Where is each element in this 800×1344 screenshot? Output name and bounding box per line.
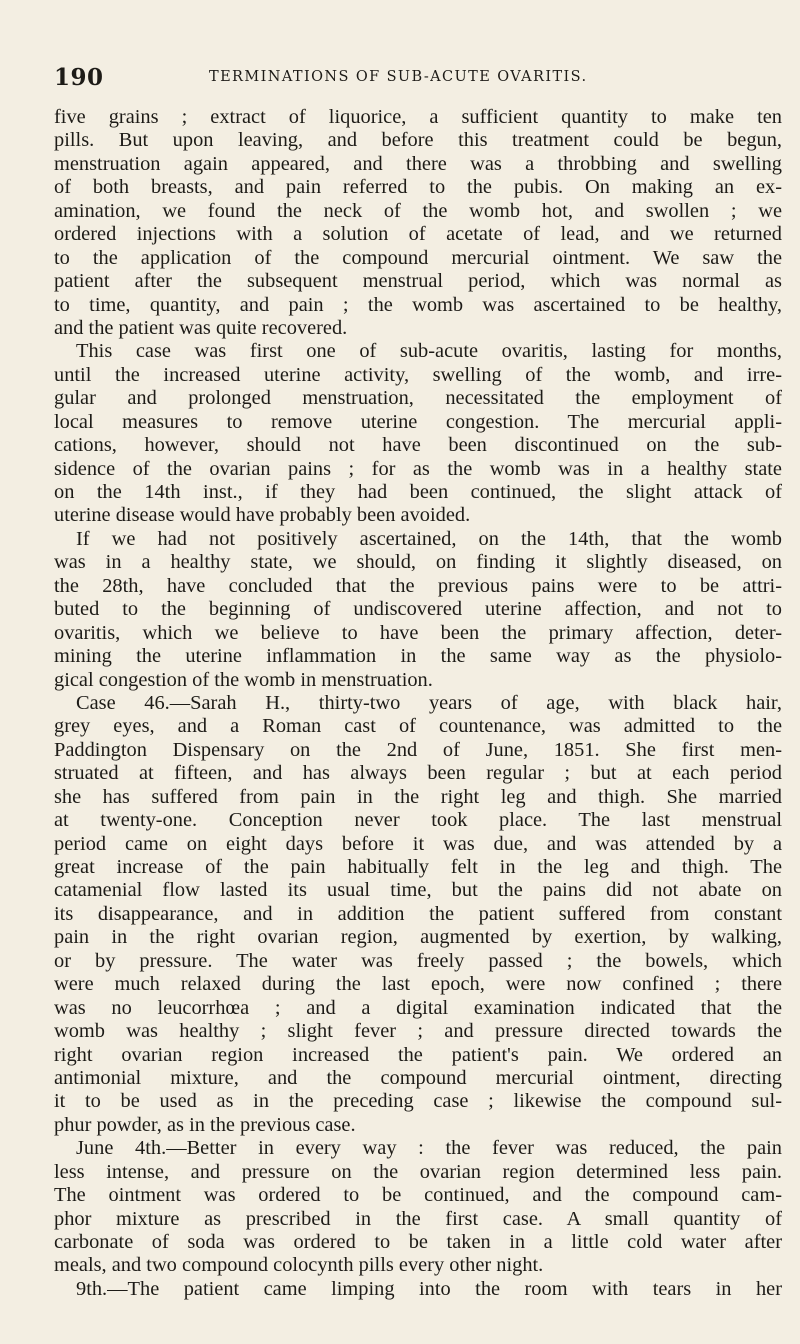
text-line: pills. But upon leaving, and before this treatment could be begun, [54, 129, 782, 152]
text-line: she has suffered from pain in the right leg and thigh. She married [54, 785, 782, 808]
text-line: cations, however, should not have been discontinued on the sub- [54, 434, 782, 457]
text-line: phor mixture as prescribed in the first case. A small quantity of [54, 1207, 782, 1230]
text-line: If we had not positively ascertained, on the 14th, that the womb [76, 527, 782, 550]
text-line: ovaritis, which we believe to have been the primary affection, deter- [54, 621, 782, 644]
text-line: it to be used as in the preceding case ; likewise the compound sul- [54, 1090, 782, 1113]
text-line: right ovarian region increased the patient's pain. We ordered an [54, 1043, 782, 1066]
text-line: or by pressure. The water was freely passed ; the bowels, which [54, 949, 782, 972]
text-line: grey eyes, and a Roman cast of countenance, was admitted to the [54, 715, 782, 738]
text-line: less intense, and pressure on the ovarian region determined less pain. [54, 1160, 782, 1183]
text-line: to time, quantity, and pain ; the womb was ascertained to be healthy, [54, 293, 782, 316]
text-line: of both breasts, and pain referred to the pubis. On making an ex- [54, 176, 782, 199]
text-line: five grains ; extract of liquorice, a sufficient quantity to make ten [54, 106, 782, 128]
text-line: The ointment was ordered to be continued, and the compound cam- [54, 1184, 782, 1207]
text-line: ordered injections with a solution of acetate of lead, and we returned [54, 223, 782, 246]
text-line: patient after the subsequent menstrual period, which was normal as [54, 270, 782, 293]
text-line: mining the uterine inflammation in the same way as the physiolo- [54, 645, 782, 668]
page-number: 190 [54, 64, 104, 91]
text-line: great increase of the pain habitually felt in the leg and thigh. The [54, 856, 782, 878]
text-line: and the patient was quite recovered. [54, 316, 348, 339]
text-line: uterine disease would have probably been avoided. [54, 504, 471, 527]
text-line: 9th.—The patient came limping into the room with tears in her [76, 1277, 782, 1300]
text-line: June 4th.—Better in every way : the fever was reduced, the pain [76, 1137, 782, 1160]
text-line: was in a healthy state, we should, on finding it slightly diseased, on [54, 551, 782, 574]
body-text [54, 106, 782, 1301]
text-line: buted to the beginning of undiscovered uterine affection, and not to [54, 598, 782, 621]
text-line: phur powder, as in the previous case. [54, 1113, 356, 1136]
text-line: carbonate of soda was ordered to be taken in a little cold water after [54, 1231, 782, 1253]
text-line: until the increased uterine activity, swelling of the womb, and irre- [54, 363, 782, 386]
text-line: menstruation again appeared, and there was a throbbing and swelling [54, 152, 782, 175]
text-line: sidence of the ovarian pains ; for as the womb was in a healthy state [54, 457, 782, 480]
text-line: the 28th, have concluded that the previous pains were to be attri- [54, 574, 782, 597]
text-line: local measures to remove uterine congestion. The mercurial appli- [54, 410, 782, 433]
text-line: antimonial mixture, and the compound mercurial ointment, directing [54, 1066, 782, 1089]
text-line: gical congestion of the womb in menstruation. [54, 668, 433, 691]
text-line: were much relaxed during the last epoch, were now confined ; there [54, 973, 782, 996]
page-header [54, 64, 774, 98]
text-line: on the 14th inst., if they had been continued, the slight attack of [54, 481, 782, 503]
text-line: period came on eight days before it was due, and was attended by a [54, 832, 782, 855]
text-line: This case was first one of sub-acute ovaritis, lasting for months, [76, 340, 782, 363]
text-line: Case 46.—Sarah H., thirty-two years of age, with black hair, [76, 691, 782, 714]
text-line: its disappearance, and in addition the patient suffered from constant [54, 902, 782, 925]
text-line: to the application of the compound mercurial ointment. We saw the [54, 246, 782, 269]
text-line: at twenty-one. Conception never took place. The last menstrual [54, 809, 782, 832]
text-line: Paddington Dispensary on the 2nd of June, 1851. She first men- [54, 738, 782, 761]
text-line: struated at fifteen, and has always been regular ; but at each period [54, 762, 782, 785]
running-head: TERMINATIONS OF SUB-ACUTE OVARITIS. [209, 69, 588, 85]
text-line: gular and prolonged menstruation, necessitated the employment of [54, 387, 782, 410]
text-line: pain in the right ovarian region, augmented by exertion, by walking, [54, 926, 782, 949]
text-line: meals, and two compound colocynth pills every other night. [54, 1254, 544, 1277]
text-line: was no leucorrhœa ; and a digital examination indicated that the [54, 996, 782, 1019]
text-line: catamenial flow lasted its usual time, but the pains did not abate on [54, 879, 782, 902]
text-line: amination, we found the neck of the womb hot, and swollen ; we [54, 199, 782, 222]
text-line: womb was healthy ; slight fever ; and pressure directed towards the [54, 1020, 782, 1043]
